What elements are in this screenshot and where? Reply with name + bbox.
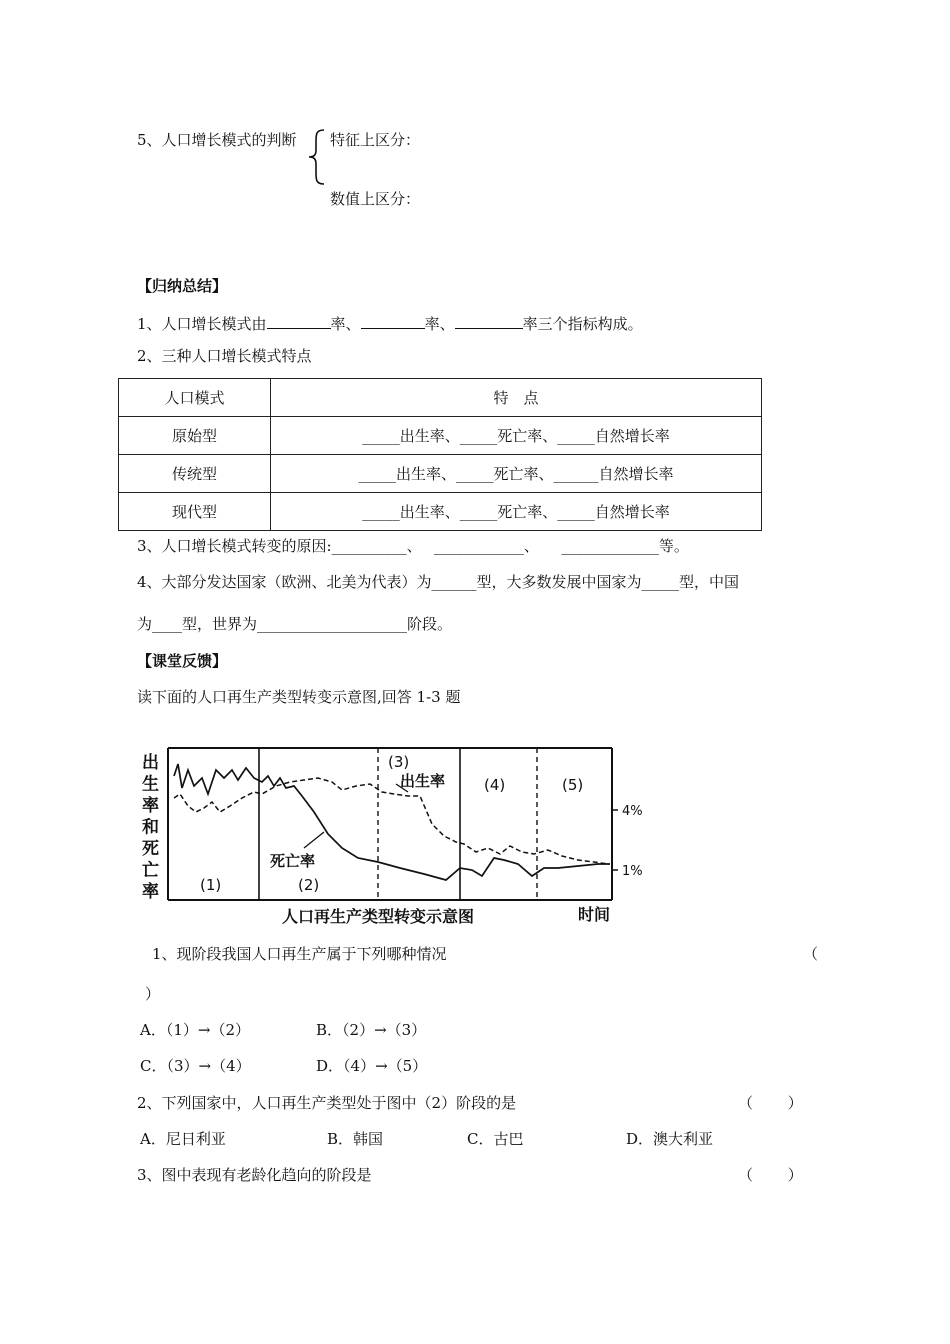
q2-stem: 2、下列国家中，人口再生产类型处于图中（2）阶段的是: [137, 1094, 517, 1112]
table-cell-feature: _____出生率、_____死亡率、_____自然增长率: [271, 417, 762, 455]
q2-option-a[interactable]: A．尼日利亚: [140, 1130, 226, 1148]
q5-label: 5、人口增长模式的判断: [137, 131, 297, 149]
y-axis-label-char: 死: [142, 839, 159, 859]
summary-item4-line2: 为____型，世界为____________________阶段。: [137, 615, 453, 633]
y-tick-label: 4%: [622, 804, 643, 819]
pattern-table: [118, 378, 762, 531]
item1-rate3: 率三个指标构成。: [522, 315, 643, 333]
y-tick-label: 1%: [622, 864, 643, 879]
series-line-death-rate: [174, 764, 610, 880]
table-header-row: [119, 379, 762, 417]
blank: [267, 312, 331, 329]
summary-item2: 2、三种人口增长模式特点: [137, 347, 312, 365]
table-row: [119, 455, 762, 493]
table-row: [119, 417, 762, 455]
x-axis-label: 时间: [578, 905, 611, 924]
chart-title: 人口再生产类型转变示意图: [282, 907, 475, 926]
q2-option-c[interactable]: C．古巴: [467, 1130, 524, 1148]
feedback-intro: 读下面的人口再生产类型转变示意图,回答 1-3 题: [137, 688, 461, 706]
item1-rate1: 率、: [330, 315, 361, 333]
series-line-birth-rate: [174, 778, 608, 864]
stage-label: (2): [298, 876, 320, 894]
y-axis-label-char: 亡: [142, 860, 159, 881]
feedback-heading: 【课堂反馈】: [137, 652, 228, 670]
summary-item3: 3、人口增长模式转变的原因:__________、 ____________、 _____________等。: [137, 537, 689, 555]
q2-bracket: （ ）: [738, 1094, 803, 1112]
population-chart: [138, 740, 650, 928]
stage-label: (5): [562, 776, 584, 794]
q3-bracket: （ ）: [738, 1166, 803, 1184]
chart-lines: [174, 764, 610, 880]
table-header: 人口模式: [119, 379, 271, 417]
stage-label: (1): [200, 876, 222, 894]
table-cell-feature: _____出生率、_____死亡率、______自然增长率: [271, 455, 762, 493]
q5-value: 数值上区分：: [330, 190, 421, 208]
q1-option-a[interactable]: A．（1）→（2）: [140, 1021, 250, 1039]
stage-label: (4): [484, 776, 506, 794]
q3-stem: 3、图中表现有老龄化趋向的阶段是: [137, 1166, 372, 1184]
y-axis-label-char: 出: [142, 753, 159, 773]
death-rate-leader: [304, 832, 324, 848]
summary-item1: [137, 312, 643, 334]
table-row: [119, 493, 762, 531]
q1-stem: 1、现阶段我国人口再生产属于下列哪种情况: [152, 945, 447, 963]
q1-option-d[interactable]: D．（4）→（5）: [316, 1057, 428, 1075]
table-cell-mode: 现代型: [119, 493, 271, 531]
y-axis-label-char: 和: [142, 817, 159, 838]
brace-icon: [306, 128, 328, 186]
y-axis-label-char: 率: [142, 796, 159, 816]
item1-rate2: 率、: [424, 315, 455, 333]
summary-item4-line1: 4、大部分发达国家（欧洲、北美为代表）为______型，大多数发展中国家为_____型，中国: [137, 573, 740, 591]
stage-label: (3): [388, 753, 410, 771]
q1-bracket-close: ）: [145, 985, 161, 1003]
series-label-birth-rate: 出生率: [400, 772, 446, 790]
q1-option-c[interactable]: C．（3）→（4）: [140, 1057, 251, 1075]
table-cell-mode: 原始型: [119, 417, 271, 455]
q2-option-d[interactable]: D．澳大利亚: [626, 1130, 714, 1148]
table-header: 特 点: [271, 379, 762, 417]
y-axis-label-char: 生: [142, 774, 159, 795]
q1-bracket-open: （: [803, 945, 819, 963]
summary-heading: 【归纳总结】: [137, 277, 228, 295]
blank: [455, 312, 523, 329]
q5-feature: 特征上区分：: [330, 131, 421, 149]
blank: [361, 312, 425, 329]
q1-option-b[interactable]: B．（2）→（3）: [316, 1021, 427, 1039]
series-label-death-rate: 死亡率: [270, 852, 316, 870]
table-cell-mode: 传统型: [119, 455, 271, 493]
q2-option-b[interactable]: B．韩国: [327, 1130, 384, 1148]
y-axis-label-char: 率: [142, 882, 159, 902]
item1-prefix: 1、人口增长模式由: [137, 315, 267, 333]
table-cell-feature: _____出生率、_____死亡率、_____自然增长率: [271, 493, 762, 531]
